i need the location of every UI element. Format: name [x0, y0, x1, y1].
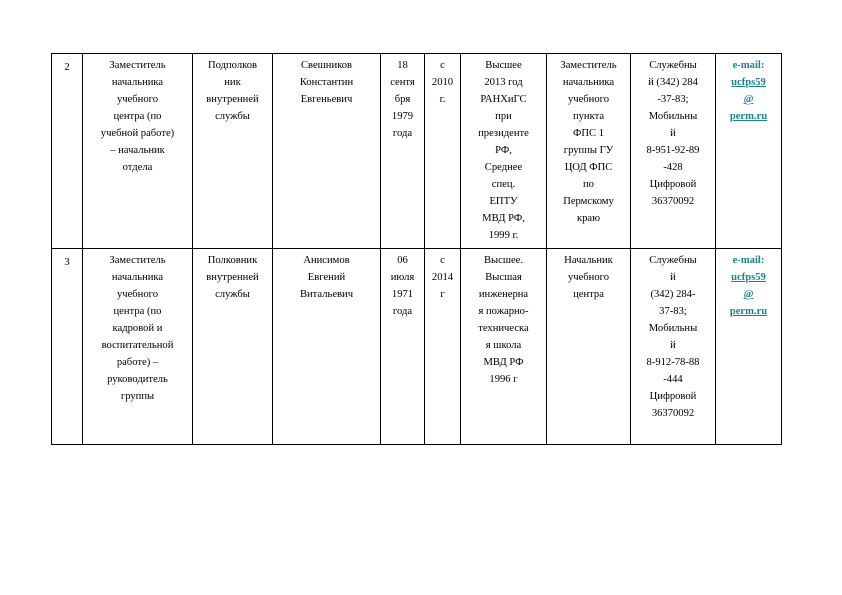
phone-cell	[631, 249, 716, 445]
cell-line: 06	[397, 255, 408, 266]
personnel-table	[51, 53, 782, 445]
cell-line: -428	[663, 162, 683, 173]
cell-line: бря	[394, 94, 411, 105]
position-cell	[83, 54, 193, 249]
cell-line: по	[583, 179, 594, 190]
cell-line: 36370092	[651, 196, 695, 207]
cell-line: Евгений	[307, 272, 346, 283]
birth-date-cell	[381, 249, 425, 445]
cell-line: 18	[397, 60, 408, 71]
cell-line: инженерна	[478, 289, 529, 300]
service-since-cell	[425, 249, 461, 445]
cell-line: 8-951-92-89	[646, 145, 700, 156]
email-link-part[interactable]: @	[743, 94, 754, 105]
row-number-cell	[52, 249, 83, 445]
cell-line: работе) –	[116, 357, 159, 368]
email-label: e-mail:	[732, 255, 765, 266]
cell-line: Константин	[299, 77, 354, 88]
cell-line: 1999 г.	[488, 230, 519, 241]
cell-line: руководитель	[107, 374, 168, 385]
cell-line: 2013 год	[484, 77, 523, 88]
cell-line: Полковник	[207, 255, 258, 266]
cell-line: й	[670, 272, 676, 283]
cell-line: й	[670, 340, 676, 351]
cell-line: й	[670, 128, 676, 139]
cell-line: учебной работе)	[100, 128, 175, 139]
cell-line: 1996 г	[489, 374, 518, 385]
cell-line: Заместитель	[560, 60, 617, 71]
cell-line: группы	[120, 391, 155, 402]
email-link-part[interactable]: @	[743, 289, 754, 300]
cell-line: ЕПТУ	[489, 196, 518, 207]
cell-line: МВД РФ	[483, 357, 524, 368]
cell-line: службы	[215, 111, 250, 122]
cell-line: года	[392, 306, 413, 317]
cell-line: президенте	[478, 128, 529, 139]
rank-cell	[193, 249, 273, 445]
position-cell	[83, 249, 193, 445]
rank-cell	[193, 54, 273, 249]
cell-line: года	[392, 128, 413, 139]
email-cell	[716, 54, 782, 249]
cell-line: Свешников	[300, 60, 353, 71]
cell-line: группы ГУ	[563, 145, 614, 156]
cell-line: с	[440, 60, 445, 71]
cell-line: г.	[439, 94, 446, 105]
cell-line: й (342) 284	[648, 77, 698, 88]
cell-line: учебного	[567, 94, 610, 105]
cell-line: (342) 284-	[650, 289, 696, 300]
cell-line: Служебны	[649, 255, 697, 266]
cell-line: Пермскому	[563, 196, 614, 207]
cell-line: отдела	[122, 162, 153, 173]
email-link-part[interactable]: ucfps59	[731, 77, 766, 88]
cell-line: краю	[576, 213, 601, 224]
cell-line: ЦОД ФПС	[564, 162, 613, 173]
cell-line: с	[440, 255, 445, 266]
row-number-cell	[52, 54, 83, 249]
cell-line: я школа	[485, 340, 522, 351]
cell-line: РАНХиГС	[480, 94, 527, 105]
cell-line: 2010	[431, 77, 454, 88]
cell-line: июля	[390, 272, 415, 283]
birth-date-cell	[381, 54, 425, 249]
email-link-part[interactable]: perm.ru	[729, 111, 768, 122]
cell-line: г	[440, 289, 445, 300]
table-row	[52, 249, 782, 445]
cell-line: начальника	[111, 272, 164, 283]
cell-line: я пожарно-	[478, 306, 529, 317]
cell-line: воспитательной	[101, 340, 174, 351]
cell-line: Подполков	[207, 60, 258, 71]
row-number: 3	[64, 257, 70, 268]
email-label: e-mail:	[732, 60, 765, 71]
cell-line: МВД РФ,	[482, 213, 525, 224]
cell-line: пункта	[572, 111, 605, 122]
cell-line: Цифровой	[649, 391, 697, 402]
cell-line: центра (по	[113, 306, 162, 317]
cell-line: учебного	[116, 94, 159, 105]
cell-line: учебного	[567, 272, 610, 283]
cell-line: техническа	[478, 323, 529, 334]
service-since-cell	[425, 54, 461, 249]
cell-line: Заместитель	[109, 60, 166, 71]
cell-line: сентя	[390, 77, 415, 88]
cell-line: начальника	[111, 77, 164, 88]
cell-line: 36370092	[651, 408, 695, 419]
table-row	[52, 54, 782, 249]
cell-line: внутренней	[206, 94, 259, 105]
cell-line: Служебны	[649, 60, 697, 71]
cell-line: ФПС 1	[572, 128, 605, 139]
cell-line: – начальник	[110, 145, 165, 156]
cell-line: -37-83;	[657, 94, 689, 105]
row-number: 2	[64, 62, 70, 73]
cell-line: 2014	[431, 272, 454, 283]
education-cell	[461, 54, 547, 249]
cell-line: Начальник	[564, 255, 613, 266]
reserve-position-cell	[547, 54, 631, 249]
cell-line: Мобильны	[648, 111, 698, 122]
cell-line: 37-83;	[659, 306, 687, 317]
cell-line: -444	[663, 374, 683, 385]
email-link-part[interactable]: perm.ru	[729, 306, 768, 317]
cell-line: Евгеньевич	[300, 94, 353, 105]
cell-line: центра	[573, 289, 604, 300]
cell-line: Витальевич	[299, 289, 354, 300]
cell-line: Высшее.	[483, 255, 524, 266]
cell-line: Высшее	[485, 60, 522, 71]
cell-line: начальника	[562, 77, 615, 88]
cell-line: спец.	[491, 179, 516, 190]
email-link-part[interactable]: ucfps59	[731, 272, 766, 283]
reserve-position-cell	[547, 249, 631, 445]
cell-line: 1979	[391, 111, 414, 122]
cell-line: Цифровой	[649, 179, 697, 190]
cell-line: ник	[224, 77, 241, 88]
cell-line: учебного	[116, 289, 159, 300]
cell-line: Мобильны	[648, 323, 698, 334]
cell-line: при	[495, 111, 512, 122]
name-cell	[273, 54, 381, 249]
cell-line: Заместитель	[109, 255, 166, 266]
cell-line: РФ,	[495, 145, 512, 156]
cell-line: кадровой и	[112, 323, 163, 334]
cell-line: Анисимов	[303, 255, 350, 266]
cell-line: внутренней	[206, 272, 259, 283]
cell-line: центра (по	[113, 111, 162, 122]
education-cell	[461, 249, 547, 445]
email-cell	[716, 249, 782, 445]
cell-line: Среднее	[484, 162, 523, 173]
cell-line: 1971	[391, 289, 414, 300]
name-cell	[273, 249, 381, 445]
cell-line: Высшая	[485, 272, 522, 283]
cell-line: 8-912-78-88	[646, 357, 700, 368]
cell-line: службы	[215, 289, 250, 300]
phone-cell	[631, 54, 716, 249]
